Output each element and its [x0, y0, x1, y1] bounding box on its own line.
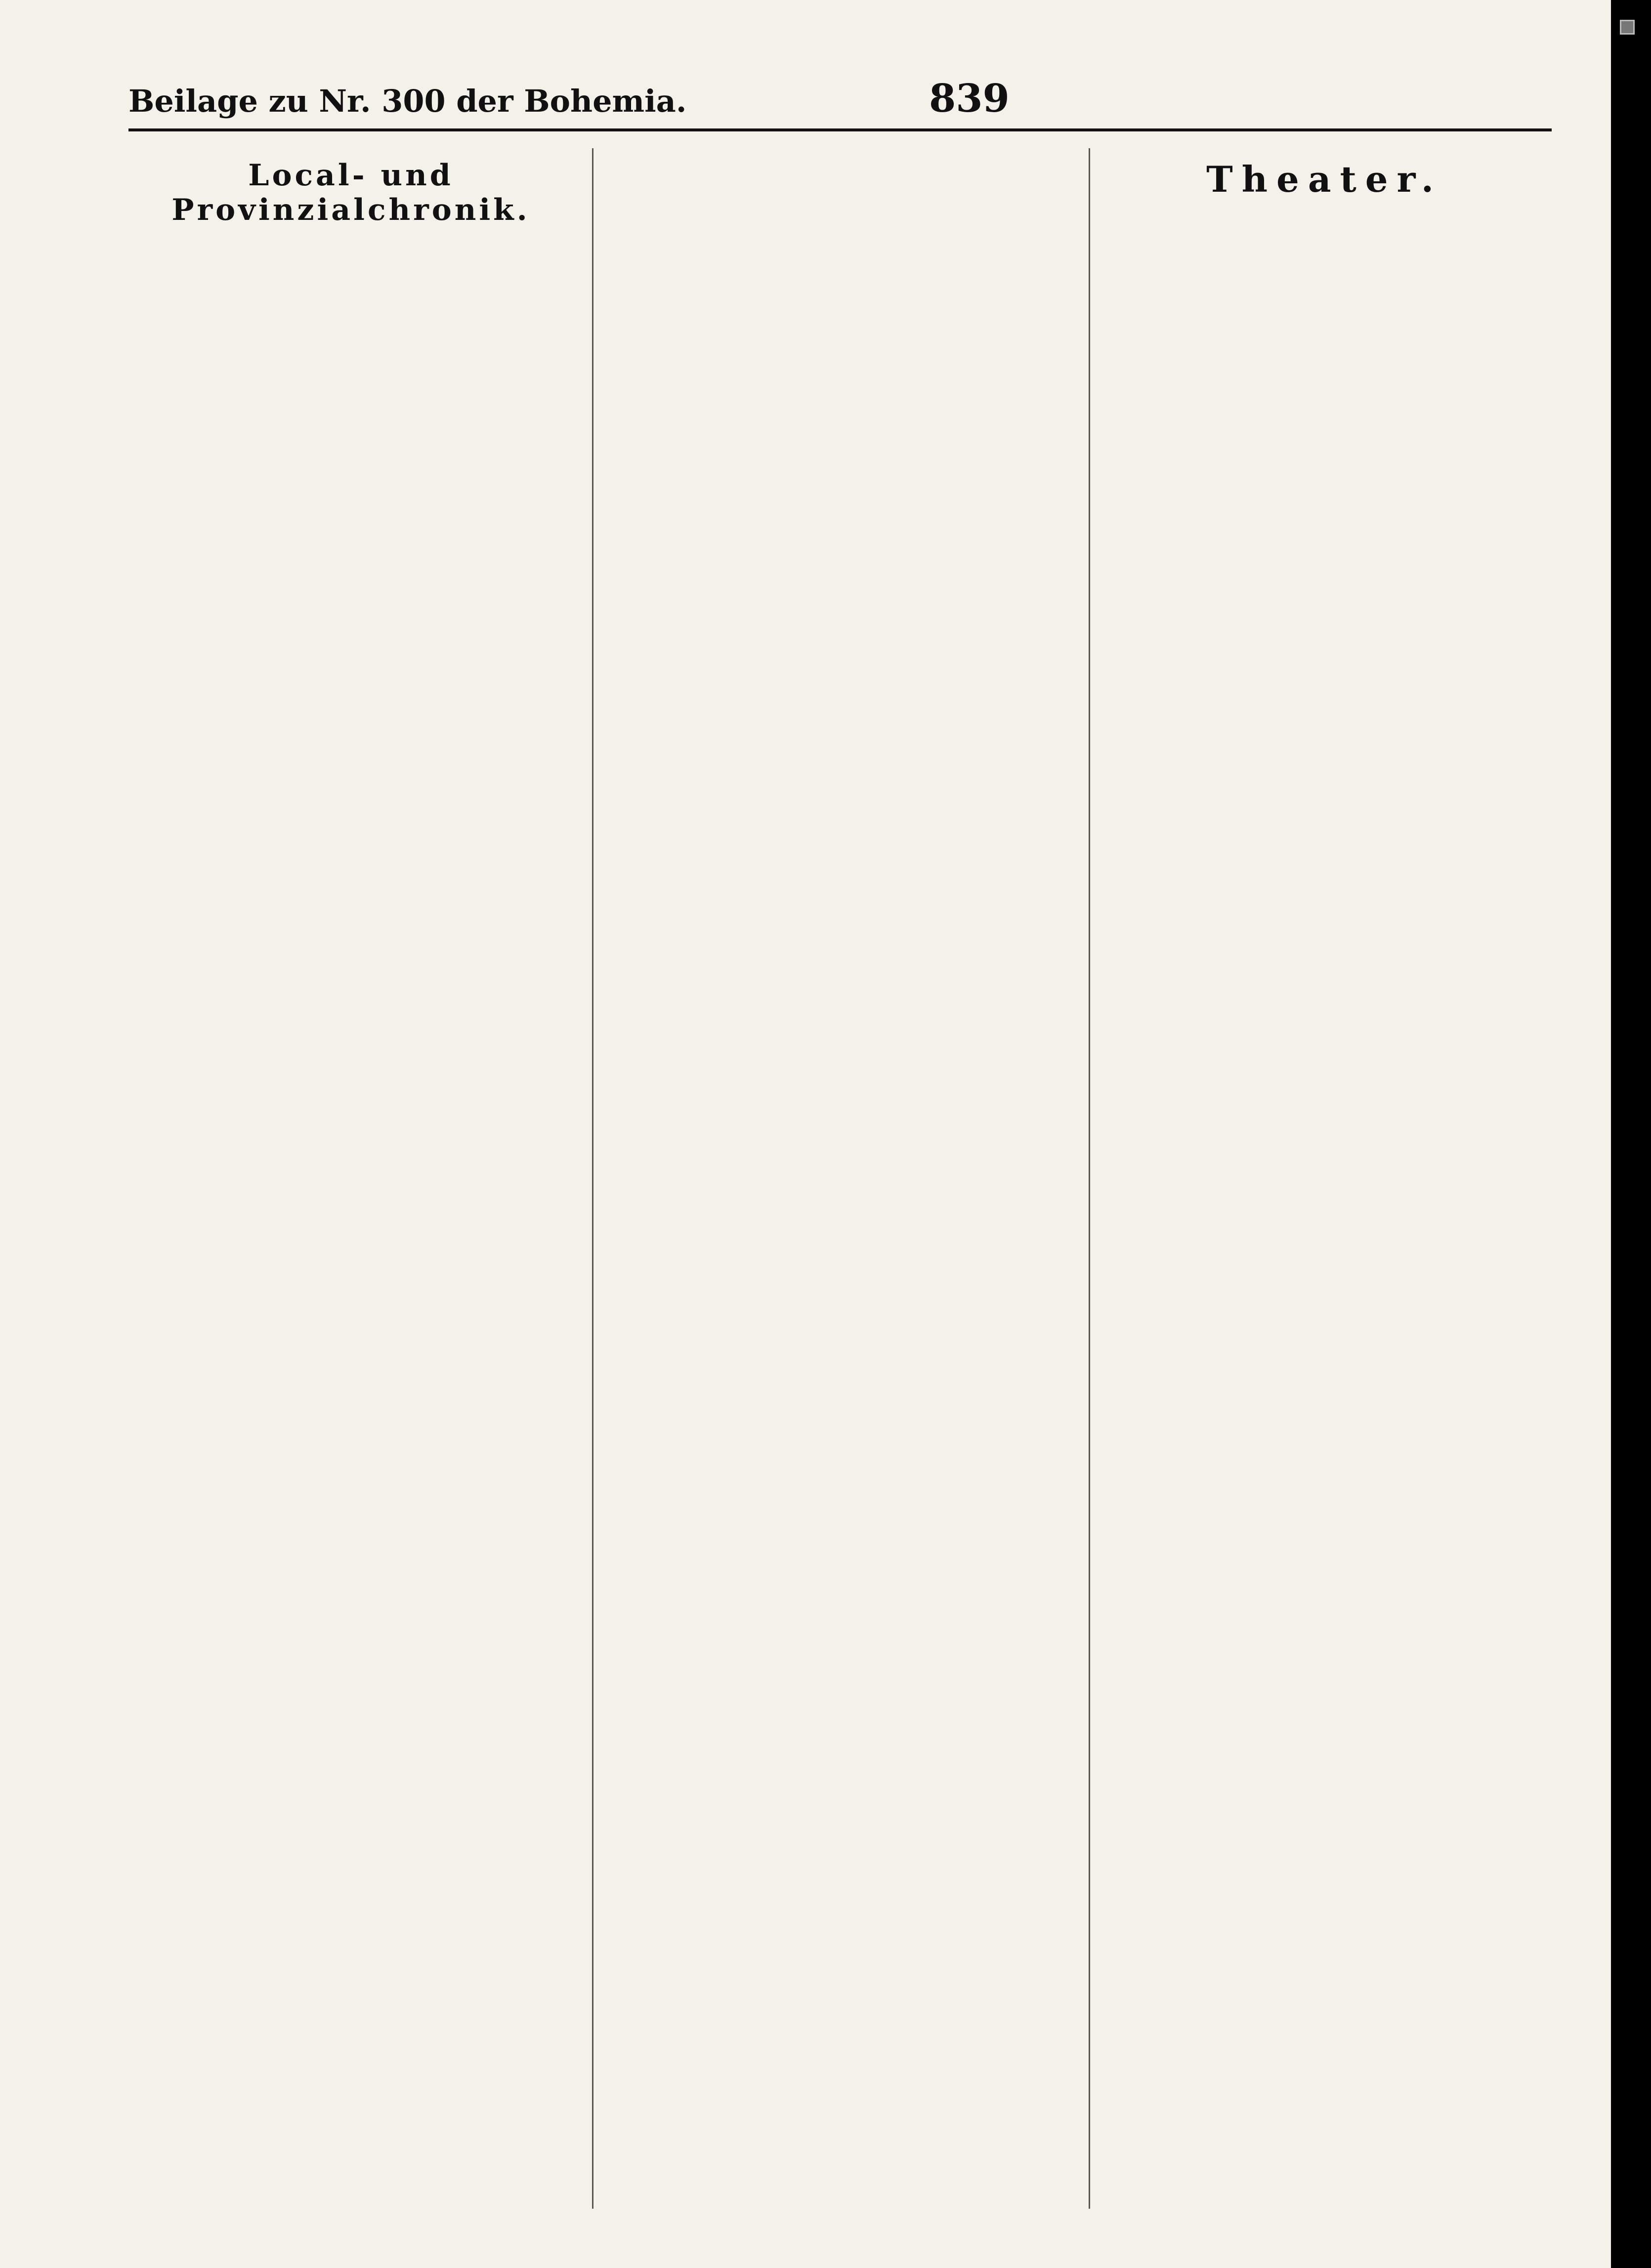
page-header [128, 74, 1552, 131]
supplement-title: Beilage zu Nr. 300 der Bohemia. [128, 83, 687, 119]
scan-marker [1620, 20, 1635, 35]
page-number: 839 [929, 76, 1010, 121]
column-divider [1089, 148, 1090, 2209]
section-heading-theater: Theater. [1206, 158, 1442, 200]
column-2 [608, 143, 1077, 2209]
column-3 [1102, 143, 1547, 2209]
column-divider [592, 148, 593, 2209]
scan-edge [1611, 0, 1651, 2268]
section-heading-local-chronicle: Local- und Provinzialchronik. [171, 158, 530, 227]
column-1 [128, 143, 573, 2209]
